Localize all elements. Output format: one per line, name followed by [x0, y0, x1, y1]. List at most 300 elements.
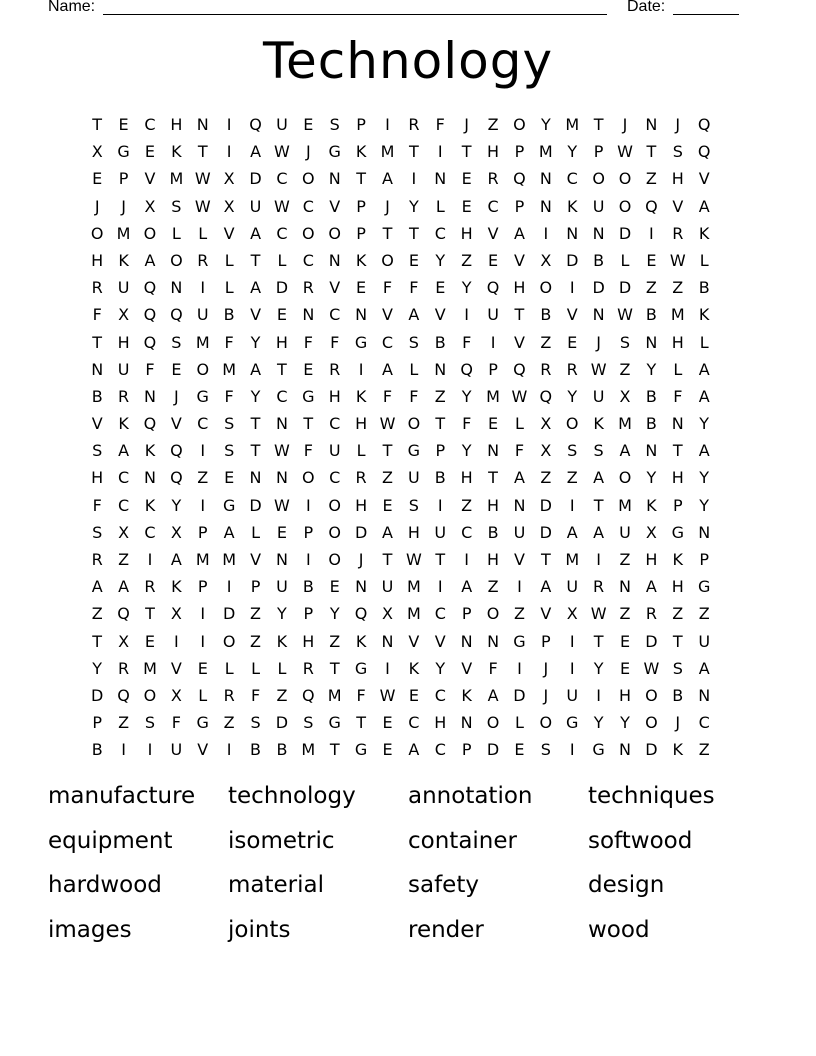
grid-letter: I	[385, 115, 390, 134]
grid-letter: G	[222, 495, 236, 515]
grid-letter: B	[645, 414, 657, 434]
word-list-item: material	[228, 872, 324, 898]
grid-letter: T	[593, 115, 604, 134]
grid-letter: E	[276, 305, 287, 325]
grid-letter: J	[94, 196, 100, 216]
grid-letter: X	[118, 305, 130, 325]
grid-letter: T	[461, 142, 472, 162]
grid-letter: I	[174, 631, 179, 651]
grid-letter: I	[200, 604, 206, 624]
grid-letter: Z	[91, 604, 103, 624]
grid-letter: U	[592, 386, 605, 406]
grid-letter: I	[543, 223, 549, 243]
grid-letter: Q	[513, 169, 526, 189]
grid-letter: V	[513, 332, 525, 352]
grid-letter: Y	[250, 332, 261, 352]
grid-letter: O	[90, 223, 104, 243]
grid-letter: S	[329, 115, 340, 134]
grid-letter: A	[698, 196, 710, 216]
grid-letter: I	[437, 495, 443, 515]
grid-letter: Q	[170, 305, 183, 325]
grid-letter: K	[355, 142, 367, 162]
grid-letter: I	[569, 631, 575, 651]
grid-letter: K	[276, 631, 288, 651]
grid-letter: N	[355, 577, 368, 597]
grid-letter: I	[596, 550, 601, 569]
grid-letter: V	[250, 305, 262, 325]
grid-letter: G	[354, 740, 368, 760]
grid-letter: Q	[143, 305, 157, 325]
grid-letter: T	[593, 495, 604, 515]
grid-letter: E	[224, 468, 235, 488]
grid-letter: C	[381, 332, 394, 352]
grid-letter: O	[565, 414, 579, 434]
grid-letter: G	[566, 713, 579, 733]
grid-letter: N	[592, 223, 605, 243]
grid-letter: A	[645, 577, 657, 597]
name-label: Name:	[48, 0, 96, 15]
grid-letter: H	[275, 332, 288, 352]
grid-letter: Y	[646, 468, 657, 488]
grid-letter: Z	[487, 577, 499, 597]
grid-letter: M	[195, 332, 210, 352]
grid-letter: P	[593, 142, 604, 162]
grid-letter: R	[487, 169, 499, 189]
grid-letter: J	[174, 386, 179, 406]
grid-letter: F	[356, 685, 366, 705]
grid-letter: Z	[118, 713, 130, 733]
grid-letter: F	[330, 332, 340, 352]
grid-letter: G	[354, 658, 368, 678]
grid-letter: C	[302, 250, 314, 270]
grid-letter: Q	[539, 386, 553, 406]
grid-letter: C	[118, 468, 130, 488]
grid-letter: Y	[567, 142, 578, 162]
grid-letter: L	[251, 522, 260, 542]
grid-letter: S	[408, 495, 419, 515]
grid-letter: Y	[620, 713, 630, 733]
grid-letter: M	[380, 142, 395, 162]
grid-letter: B	[223, 305, 235, 325]
grid-letter: F	[488, 658, 498, 678]
grid-letter: Y	[461, 278, 472, 298]
grid-letter: K	[672, 740, 684, 760]
grid-letter: T	[197, 142, 208, 162]
grid-letter: S	[303, 713, 314, 733]
grid-letter: E	[382, 495, 393, 515]
grid-letter: J	[543, 658, 549, 678]
grid-letter: O	[407, 414, 421, 434]
grid-letter: Y	[567, 386, 578, 406]
grid-letter: H	[460, 223, 473, 243]
grid-letter: I	[464, 550, 470, 569]
grid-letter: L	[356, 441, 366, 461]
grid-letter: M	[618, 414, 632, 434]
grid-letter: J	[543, 685, 549, 705]
grid-letter: O	[618, 468, 632, 488]
grid-letter: P	[514, 142, 525, 162]
grid-letter: T	[250, 441, 261, 461]
grid-letter: F	[435, 115, 445, 134]
grid-letter: O	[143, 223, 157, 243]
grid-letter: O	[539, 278, 553, 298]
word-list-item: manufacture	[48, 783, 196, 809]
grid-letter: D	[539, 495, 552, 515]
grid-letter: Y	[699, 468, 710, 488]
grid-letter: E	[118, 115, 129, 134]
grid-letter: R	[91, 550, 103, 569]
grid-letter: E	[435, 278, 446, 298]
grid-letter: I	[569, 740, 575, 760]
word-list-item: wood	[588, 916, 650, 943]
grid-letter: U	[276, 115, 288, 134]
grid-letter: R	[302, 658, 314, 678]
grid-letter: Z	[645, 169, 657, 189]
grid-letter: R	[408, 115, 420, 134]
grid-letter: L	[435, 196, 445, 216]
grid-letter: D	[592, 278, 605, 298]
grid-letter: Z	[619, 359, 631, 379]
header	[48, 0, 748, 18]
grid-letter: O	[645, 685, 658, 705]
grid-letter: X	[645, 522, 657, 542]
grid-letter: X	[223, 169, 235, 189]
grid-letter: Z	[513, 604, 525, 624]
grid-letter: V	[698, 169, 710, 189]
grid-letter: F	[382, 386, 393, 406]
grid-letter: J	[358, 550, 364, 569]
grid-letter: A	[698, 441, 710, 461]
grid-letter: Z	[566, 468, 578, 488]
grid-letter: N	[645, 332, 658, 352]
grid-letter: L	[224, 250, 234, 270]
date-label: Date:	[627, 0, 666, 15]
grid-letter: N	[539, 196, 552, 216]
grid-letter: I	[596, 685, 601, 705]
grid-letter: Q	[170, 468, 183, 488]
grid-letter: P	[699, 550, 709, 569]
grid-letter: O	[302, 223, 315, 243]
grid-letter: X	[118, 522, 130, 542]
grid-letter: K	[672, 550, 684, 569]
grid-letter: H	[460, 468, 473, 488]
grid-letter: A	[540, 577, 552, 597]
grid-letter: Z	[672, 604, 684, 624]
word-list-item: container	[408, 827, 517, 854]
grid-letter: P	[303, 604, 314, 624]
grid-letter: S	[672, 142, 683, 162]
grid-letter: Z	[461, 250, 473, 270]
grid-letter: T	[382, 550, 393, 569]
grid-letter: V	[672, 196, 684, 216]
grid-letter: W	[274, 142, 290, 162]
grid-letter: U	[117, 359, 130, 379]
grid-letter: I	[226, 740, 232, 760]
grid-letter: N	[671, 414, 684, 434]
grid-letter: C	[329, 305, 341, 325]
grid-letter: C	[329, 414, 341, 434]
grid-letter: F	[409, 386, 419, 406]
grid-letter: X	[118, 631, 130, 651]
grid-letter: C	[276, 169, 288, 189]
grid-letter: U	[619, 522, 631, 542]
grid-letter: B	[645, 305, 657, 325]
grid-letter: W	[643, 658, 660, 678]
grid-letter: S	[567, 441, 578, 461]
grid-letter: Z	[698, 604, 710, 624]
grid-letter: W	[274, 441, 290, 461]
grid-letter: O	[513, 115, 526, 134]
grid-letter: M	[116, 223, 131, 243]
grid-letter: R	[540, 359, 552, 379]
grid-letter: H	[671, 577, 684, 597]
grid-letter: T	[145, 604, 155, 624]
grid-letter: Z	[487, 115, 499, 134]
grid-letter: Z	[619, 604, 631, 624]
grid-letter: N	[487, 631, 500, 651]
grid-letter: C	[461, 522, 473, 542]
grid-letter: R	[144, 577, 156, 597]
grid-letter: U	[566, 577, 579, 597]
word-list-item: equipment	[48, 827, 173, 854]
grid-letter: I	[147, 740, 153, 760]
grid-letter: N	[434, 169, 447, 189]
grid-letter: F	[224, 386, 234, 406]
name-field-line[interactable]	[103, 14, 607, 15]
grid-letter: N	[460, 713, 473, 733]
grid-letter: E	[92, 169, 103, 189]
grid-letter: C	[302, 196, 314, 216]
grid-letter: G	[328, 142, 341, 162]
grid-letter: K	[646, 495, 657, 515]
grid-letter: Z	[672, 278, 684, 298]
grid-letter: M	[301, 740, 316, 760]
grid-letter: N	[539, 169, 552, 189]
grid-letter: X	[540, 250, 552, 270]
grid-letter: E	[382, 713, 393, 733]
grid-letter: Y	[593, 713, 604, 733]
grid-letter: A	[619, 441, 631, 461]
grid-letter: H	[355, 414, 368, 434]
grid-letter: E	[144, 631, 156, 651]
grid-letter: S	[672, 658, 683, 678]
grid-letter: T	[672, 441, 683, 461]
grid-letter: J	[464, 115, 470, 134]
grid-letter: E	[329, 577, 340, 597]
grid-letter: I	[200, 631, 206, 651]
grid-letter: C	[566, 169, 578, 189]
grid-letter: T	[356, 713, 366, 733]
grid-letter: N	[275, 550, 288, 569]
grid-letter: P	[303, 522, 314, 542]
grid-letter: P	[488, 359, 498, 379]
grid-letter: D	[249, 169, 262, 189]
grid-letter: M	[222, 550, 237, 569]
grid-letter: H	[513, 278, 526, 298]
grid-letter: I	[490, 332, 496, 352]
grid-letter: J	[622, 115, 628, 134]
grid-letter: O	[328, 495, 341, 515]
grid-letter: Z	[276, 685, 288, 705]
grid-letter: P	[197, 522, 208, 542]
grid-letter: S	[224, 414, 235, 434]
grid-letter: Z	[118, 550, 130, 569]
grid-letter: B	[698, 278, 710, 298]
grid-letter: I	[226, 142, 232, 162]
grid-letter: Q	[697, 142, 711, 162]
grid-letter: A	[408, 305, 420, 325]
grid-letter: L	[620, 250, 630, 270]
grid-letter: E	[461, 169, 472, 189]
grid-letter: G	[354, 332, 368, 352]
grid-letter: D	[222, 604, 236, 624]
grid-letter: L	[277, 250, 287, 270]
grid-letter: H	[302, 631, 315, 651]
grid-letter: L	[514, 713, 524, 733]
grid-letter: U	[276, 577, 288, 597]
grid-letter: K	[118, 250, 129, 270]
grid-letter: T	[593, 631, 604, 651]
grid-letter: T	[408, 223, 419, 243]
word-list-item: technology	[228, 783, 356, 809]
grid-letter: F	[462, 414, 472, 434]
grid-letter: A	[118, 577, 130, 597]
grid-letter: R	[118, 386, 130, 406]
grid-letter: J	[596, 332, 601, 352]
grid-letter: D	[486, 740, 500, 760]
grid-letter: B	[540, 305, 552, 325]
grid-letter: U	[381, 577, 394, 597]
grid-letter: U	[513, 522, 526, 542]
grid-letter: Y	[277, 604, 287, 624]
grid-letter: F	[382, 278, 393, 298]
grid-letter: X	[91, 142, 103, 162]
grid-letter: C	[144, 522, 156, 542]
grid-letter: D	[249, 495, 262, 515]
grid-letter: I	[569, 278, 575, 298]
grid-letter: N	[434, 359, 447, 379]
grid-letter: Z	[461, 495, 473, 515]
grid-letter: A	[593, 468, 605, 488]
grid-letter: X	[566, 604, 578, 624]
grid-letter: H	[487, 142, 500, 162]
grid-letter: R	[197, 250, 209, 270]
grid-letter: X	[223, 196, 235, 216]
grid-letter: R	[566, 359, 578, 379]
grid-letter: F	[462, 332, 472, 352]
grid-letter: A	[698, 658, 710, 678]
grid-letter: M	[406, 604, 421, 624]
grid-letter: A	[118, 441, 130, 461]
grid-letter: W	[590, 359, 607, 379]
grid-letter: V	[434, 631, 446, 651]
grid-letter: W	[379, 685, 396, 705]
grid-letter: X	[144, 196, 156, 216]
grid-letter: E	[488, 250, 499, 270]
grid-letter: Q	[645, 196, 658, 216]
grid-letter: V	[513, 250, 525, 270]
grid-letter: L	[224, 658, 234, 678]
grid-letter: J	[675, 115, 681, 134]
grid-letter: K	[144, 441, 156, 461]
grid-letter: N	[698, 685, 711, 705]
grid-letter: D	[618, 223, 632, 243]
grid-letter: D	[275, 713, 289, 733]
grid-letter: A	[223, 522, 235, 542]
grid-letter: E	[356, 278, 367, 298]
grid-letter: Y	[699, 414, 710, 434]
grid-letter: K	[118, 414, 129, 434]
grid-letter: O	[302, 468, 315, 488]
grid-letter: G	[671, 522, 684, 542]
grid-letter: O	[328, 550, 341, 569]
grid-letter: D	[91, 685, 104, 705]
grid-letter: M	[327, 685, 342, 705]
grid-letter: L	[673, 359, 683, 379]
grid-letter: G	[697, 577, 711, 597]
grid-letter: M	[406, 577, 421, 597]
grid-letter: O	[592, 169, 605, 189]
grid-letter: E	[619, 631, 631, 651]
grid-letter: R	[91, 278, 103, 298]
grid-letter: B	[250, 740, 262, 760]
grid-letter: F	[514, 441, 525, 461]
grid-letter: Y	[699, 495, 710, 515]
grid-letter: A	[382, 359, 393, 379]
grid-letter: M	[565, 550, 580, 569]
grid-letter: L	[409, 359, 419, 379]
date-field-line[interactable]	[673, 14, 739, 15]
grid-letter: L	[171, 223, 181, 243]
grid-letter: N	[513, 495, 526, 515]
grid-letter: B	[91, 386, 103, 406]
grid-letter: H	[328, 386, 341, 406]
grid-letter: T	[250, 414, 261, 434]
grid-letter: V	[461, 658, 473, 678]
grid-letter: S	[619, 332, 631, 352]
grid-letter: U	[566, 685, 579, 705]
grid-letter: B	[434, 468, 446, 488]
grid-letter: D	[645, 740, 658, 760]
grid-letter: Z	[645, 278, 657, 298]
grid-letter: I	[437, 142, 443, 162]
grid-letter: J	[305, 142, 311, 162]
grid-letter: W	[511, 386, 528, 406]
grid-letter: I	[200, 441, 206, 461]
grid-letter: P	[250, 577, 261, 597]
grid-letter: T	[92, 631, 103, 651]
grid-letter: A	[593, 522, 605, 542]
grid-letter: Y	[461, 441, 472, 461]
grid-letter: T	[382, 441, 393, 461]
grid-letter: S	[250, 713, 261, 733]
grid-letter: N	[143, 468, 156, 488]
grid-letter: N	[619, 740, 631, 760]
grid-letter: N	[698, 522, 711, 542]
grid-letter: S	[144, 713, 156, 733]
grid-letter: G	[513, 631, 526, 651]
grid-letter: V	[513, 550, 525, 569]
grid-letter: H	[407, 522, 420, 542]
grid-letter: G	[196, 386, 209, 406]
grid-letter: I	[385, 658, 390, 678]
grid-letter: K	[698, 223, 710, 243]
grid-letter: Z	[540, 332, 552, 352]
grid-letter: T	[540, 550, 551, 569]
grid-letter: I	[569, 658, 575, 678]
grid-letter: V	[170, 414, 182, 434]
grid-letter: B	[276, 740, 288, 760]
